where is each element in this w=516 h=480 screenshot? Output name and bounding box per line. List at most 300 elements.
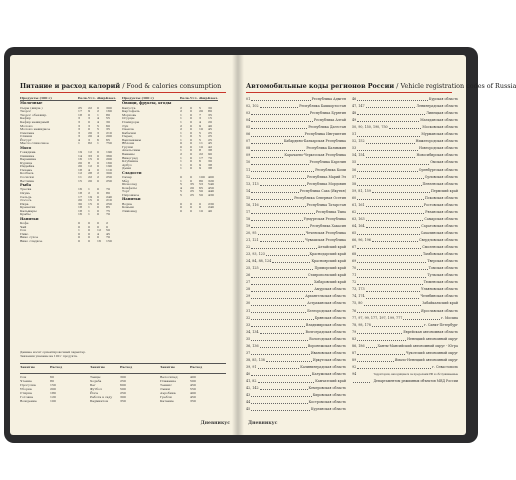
region-code-row (246, 217, 346, 222)
region-codes: 39, 91 (246, 364, 257, 369)
region-name: Территории, находящиеся за пределами РФ и обслуживаемые (373, 372, 458, 376)
food-value: 45 (106, 231, 110, 236)
leader-dots (353, 382, 370, 383)
food-value: 1 (180, 155, 182, 160)
leader-dots (266, 361, 312, 362)
region-code-row (352, 224, 458, 229)
food-value: 1 (88, 187, 90, 192)
leader-dots (266, 255, 309, 256)
food-value: 0 (190, 120, 192, 124)
region-name: Брянская область (314, 315, 346, 320)
region-codes: 37 (246, 350, 251, 355)
column-label-value: Белк. (180, 96, 191, 100)
food-value: 0 (190, 134, 192, 139)
food-value: 22 (88, 175, 92, 179)
food-value: 65 (199, 185, 203, 190)
region-codes: 24, 84, 88, 124 (246, 259, 272, 264)
food-value: 11 (78, 175, 82, 179)
region-code-row (246, 153, 346, 158)
food-value: 20 (88, 178, 92, 183)
leader-dots (251, 157, 283, 158)
food-value: 0 (88, 221, 90, 226)
leader-dots (357, 199, 424, 200)
region-code-row (246, 97, 346, 102)
region-name: Астраханская область (307, 301, 346, 306)
activity-name: Бадминтон (90, 399, 109, 403)
region-codes: 94 (352, 371, 357, 376)
region-code-row (352, 146, 458, 151)
food-value: 16 (97, 238, 101, 243)
leader-dots (357, 171, 418, 172)
food-name: Водка (122, 201, 132, 206)
region-codes: 67 (352, 245, 357, 250)
leader-dots (357, 262, 426, 263)
food-row (122, 193, 218, 197)
food-value: 0 (97, 190, 99, 195)
region-code-row (352, 273, 458, 278)
activity-name: Готовка (20, 395, 34, 399)
food-value: 4 (88, 167, 90, 172)
food-value: 4 (78, 137, 80, 142)
food-value: 2 (106, 221, 108, 226)
food-value: 11 (199, 141, 203, 146)
leader-dots (372, 241, 418, 242)
food-value: 430 (208, 192, 214, 197)
food-value: 210 (106, 130, 112, 135)
region-code-row (352, 287, 458, 292)
region-codes: 36, 136 (246, 343, 259, 348)
food-name: Картофель (122, 109, 140, 114)
leader-dots (251, 199, 293, 200)
activity-value: 250 (120, 391, 126, 395)
food-category-heading: Сладости (122, 170, 142, 175)
food-value: 0 (88, 127, 90, 132)
food-value: 0 (88, 228, 90, 233)
activity-value: 350 (120, 399, 126, 403)
food-value: 2 (180, 109, 182, 114)
region-code-row (352, 301, 458, 306)
region-code-row (352, 139, 458, 144)
food-value: 30 (208, 159, 212, 164)
region-codes: 53 (352, 146, 357, 151)
region-name: Курганская область (311, 407, 346, 412)
leader-dots (251, 178, 306, 179)
region-name: Республика Калмыкия (306, 146, 346, 151)
region-name: Волгоградская область (305, 329, 346, 334)
food-value: 0 (190, 178, 192, 183)
region-name: Иркутская область (312, 357, 346, 362)
region-code-row (352, 294, 458, 299)
leader-dots (357, 100, 428, 101)
leader-dots (357, 121, 419, 122)
food-value: 45 (208, 127, 212, 132)
food-name: Сметана (20, 130, 35, 135)
region-code-row (352, 316, 458, 321)
food-category-heading: Молочные (20, 101, 43, 106)
food-row (20, 212, 116, 216)
region-name: Республика Бурятия (309, 111, 346, 116)
food-value: 60 (106, 123, 110, 128)
food-value: 17 (78, 109, 82, 114)
food-value: 10 (199, 127, 203, 132)
food-name: Масло сливочное (20, 141, 49, 146)
region-codes: 57 (352, 174, 357, 179)
food-value: 30 (106, 120, 110, 124)
food-value: 0 (180, 144, 182, 149)
food-category-heading: Напитки (122, 197, 141, 202)
region-name: Вологодская область (309, 336, 346, 341)
leader-dots (357, 178, 424, 179)
region-name: Республика Мордовия (306, 181, 346, 186)
region-code-row (246, 210, 346, 215)
food-name: Говядина (20, 150, 36, 155)
food-value: 3 (97, 130, 99, 135)
food-name: Творог (20, 109, 32, 114)
region-code-row (246, 323, 346, 328)
region-codes: 47, 147 (352, 104, 365, 109)
region-name: Калининградская область (300, 364, 346, 369)
food-value: 1 (180, 112, 182, 117)
food-name: Кефир нежирный (20, 120, 50, 124)
column-label-value: Угл. (88, 96, 96, 100)
food-value: 210 (106, 198, 112, 203)
region-code-row (246, 330, 346, 335)
region-codes: 70 (352, 266, 357, 271)
food-value: 0 (88, 235, 90, 240)
left-subtitle-text: / Food & calories consumption (122, 82, 222, 90)
region-code-row (352, 189, 458, 194)
region-codes: 07 (246, 139, 251, 144)
food-value: 10 (199, 208, 203, 213)
food-value: 240 (106, 194, 112, 199)
food-value: 4 (97, 231, 99, 236)
food-value: 20 (78, 164, 82, 169)
food-value: 20 (208, 120, 212, 124)
food-value: 5 (180, 182, 182, 187)
food-value: 0 (88, 224, 90, 229)
activity-value: 80 (50, 379, 54, 383)
region-codes: 77, 97, 99, 177, 197, 199, 777 (352, 315, 403, 320)
food-value: 1 (180, 178, 182, 183)
food-name: Окунь (20, 190, 31, 195)
food-value: 0 (88, 120, 90, 124)
leader-dots (251, 291, 313, 292)
region-code-row (246, 316, 346, 321)
region-code-row (352, 266, 458, 271)
food-value: 15 (78, 178, 82, 183)
region-name: Новгородская область (418, 146, 458, 151)
region-name: Удмуртская Республика (303, 216, 346, 221)
region-codes: 11 (246, 167, 251, 172)
food-value: 230 (208, 201, 214, 206)
region-code-row (352, 153, 458, 158)
column-label-product: Продукты (100 г) (122, 96, 154, 100)
food-value: 440 (208, 189, 214, 194)
food-value: 1 (180, 120, 182, 124)
food-value: 0 (97, 198, 99, 203)
food-value: 2 (97, 171, 99, 176)
region-codes: 12 (246, 174, 251, 179)
region-codes: 18 (246, 216, 251, 221)
region-code-row (246, 273, 346, 278)
food-value: 0 (180, 141, 182, 146)
food-value: 28 (88, 171, 92, 176)
activity-value: 60 (50, 375, 54, 379)
region-name: Владимирская область (305, 322, 346, 327)
leader-dots (251, 403, 307, 404)
food-value: 0 (97, 212, 99, 217)
region-codes: 65 (352, 230, 357, 235)
region-code-row (246, 301, 346, 306)
food-name: Чай (20, 224, 27, 229)
region-code-row (352, 323, 458, 328)
food-value: 22 (88, 105, 92, 110)
region-code-row (246, 160, 346, 165)
food-value: 80 (208, 109, 212, 114)
region-codes: 43 (246, 393, 251, 398)
food-value: 3 (78, 120, 80, 124)
column-label-value: Ккал. (208, 96, 219, 100)
spine-gutter (232, 55, 244, 435)
region-codes: 20, 95 (246, 230, 257, 235)
food-name: Морковь (122, 112, 137, 117)
region-name: Департаментом режимных объектов МВД России (373, 379, 458, 383)
region-code-row (352, 231, 458, 236)
region-code-row (246, 196, 346, 201)
activity-value: 550 (190, 387, 196, 391)
food-value: 0 (180, 205, 182, 210)
region-code-row (352, 97, 458, 102)
region-name: Ямало-Ненецкий автономный округ (394, 357, 458, 362)
region-codes: 54, 154 (352, 153, 365, 158)
food-value: 0 (199, 205, 201, 210)
food-value: 90 (208, 151, 212, 156)
leader-dots (260, 206, 306, 207)
food-value: 35 (190, 182, 194, 187)
food-value: 0 (190, 162, 192, 167)
leader-dots (366, 157, 416, 158)
activity-value: 450 (190, 383, 196, 387)
region-name: Республика Татарстан (306, 202, 346, 207)
food-value: 15 (88, 201, 92, 206)
region-code-row (246, 125, 346, 130)
food-name: Дыня (122, 166, 131, 171)
right-title-rule (246, 92, 452, 93)
food-value: 5 (199, 134, 201, 139)
region-codes: 04 (246, 118, 251, 123)
region-name: Челябинская область (420, 294, 458, 299)
region-code-row (352, 365, 458, 370)
food-value: 12 (88, 150, 92, 155)
region-name: Республика Адыгея (311, 97, 346, 101)
region-name: Алтайский край (317, 245, 346, 250)
food-value: 4 (180, 185, 182, 190)
food-value: 2 (97, 175, 99, 179)
food-value: 12 (97, 228, 101, 233)
food-value: 18 (78, 112, 82, 117)
activity-name: Ходьба (90, 379, 102, 383)
leader-dots (251, 128, 307, 129)
region-name: Красноярский край (311, 259, 346, 264)
region-code-row (352, 252, 458, 257)
food-value: 250 (106, 175, 112, 179)
region-name: Чукотский автономный округ (406, 350, 458, 355)
leader-dots (366, 298, 420, 299)
food-value: 0 (97, 187, 99, 192)
food-name: Кофе (20, 221, 29, 226)
region-codes: 46 (352, 97, 357, 101)
leader-dots (251, 326, 305, 327)
region-name: Свердловская область (419, 238, 458, 242)
region-code-row (246, 309, 346, 314)
food-value: 40 (208, 208, 212, 213)
leader-dots (251, 114, 309, 115)
food-row (20, 141, 116, 145)
food-value: 0 (190, 127, 192, 132)
food-value: 0 (180, 201, 182, 206)
food-value: 1 (180, 116, 182, 121)
region-name: Республика Дагестан (308, 125, 346, 130)
food-name: Сливки (20, 134, 33, 139)
leader-dots (251, 248, 317, 249)
activity-name: Уборка (20, 387, 32, 391)
leader-dots (357, 136, 420, 137)
food-value: 1 (180, 159, 182, 164)
food-value: 1 (88, 208, 90, 213)
food-value: 25 (78, 105, 82, 110)
food-value: 3 (78, 130, 80, 135)
region-code-row (352, 175, 458, 180)
activity-value: 120 (50, 395, 56, 399)
food-name: Лосось (20, 198, 32, 203)
region-codes: 02, 102 (246, 104, 259, 109)
food-value: 3 (88, 123, 90, 128)
food-value: 0 (88, 238, 90, 243)
activity-name: Работа в саду (90, 395, 113, 399)
region-code-row (352, 351, 458, 356)
food-value: 3 (78, 127, 80, 132)
food-value: 2 (180, 105, 182, 110)
region-name: Еврейская автономная область (403, 329, 458, 334)
food-value: 540 (208, 182, 214, 187)
leader-dots (357, 269, 428, 270)
food-value: 1 (88, 212, 90, 217)
leader-dots (260, 185, 306, 186)
region-codes: 56 (352, 167, 357, 172)
region-name: Чеченская Республика (305, 230, 346, 235)
food-value: 0 (88, 231, 90, 236)
food-name: Кефир (20, 116, 31, 121)
food-name: Лимонад (122, 208, 137, 213)
region-name: г. Москва (441, 315, 458, 320)
activity-name: Прогулка (20, 383, 36, 387)
food-value: 160 (106, 160, 112, 165)
region-codes: 71 (352, 273, 357, 278)
region-codes: 66, 96, 196 (352, 238, 371, 242)
column-label-value: Жир. (199, 96, 209, 100)
leader-dots (251, 312, 306, 313)
region-name: Мурманская область (421, 132, 458, 137)
region-codes: 21, 121 (246, 238, 259, 242)
food-value: 150 (106, 238, 112, 243)
food-name: Яблоки (122, 141, 135, 146)
region-code-row (246, 132, 346, 137)
leader-dots (251, 354, 310, 355)
food-value: 0 (97, 167, 99, 172)
food-name: Вино сладкое (20, 238, 43, 243)
food-value: 38 (208, 148, 212, 153)
food-value: 70 (106, 212, 110, 217)
food-value: 70 (106, 187, 110, 192)
region-code-row (246, 358, 346, 363)
leader-dots (260, 241, 305, 242)
food-name: Пиво (20, 231, 29, 236)
food-value: 0 (97, 194, 99, 199)
region-codes: 63, 163 (352, 216, 365, 221)
region-name: Ханты-Мансийский автономный округ - Югра (377, 343, 458, 348)
region-code-row (352, 337, 458, 342)
leader-dots (258, 234, 305, 235)
leader-dots (366, 143, 415, 144)
region-name: Тюменская область (423, 280, 458, 285)
region-code-row (352, 182, 458, 187)
region-name: Чувашская Республика (305, 238, 346, 242)
activity-value: 180 (50, 391, 56, 395)
food-value: 19 (88, 194, 92, 199)
region-name: Республика Карелия (309, 160, 346, 165)
food-value: 0 (190, 151, 192, 156)
region-name: Оренбургская область (418, 167, 458, 172)
region-name: Пензенская область (422, 181, 458, 186)
region-codes: 23, 93, 123 (246, 252, 265, 257)
region-code-row (246, 287, 346, 292)
region-codes: 27 (246, 280, 251, 285)
region-code-row (246, 386, 346, 391)
food-name: Коньяк (122, 205, 134, 210)
region-code-row (352, 372, 458, 377)
region-name: Республика Северная Осетия (294, 195, 346, 200)
activity-name: Йога (90, 391, 99, 395)
activity-header-rule (20, 373, 226, 374)
food-value: 450 (208, 185, 214, 190)
food-value: 0 (190, 208, 192, 213)
food-name: Клубника (122, 159, 138, 164)
region-codes: 30 (246, 301, 251, 306)
region-codes: 16, 116 (246, 202, 259, 207)
food-value: 4 (97, 116, 99, 121)
food-name: Сыры (жирн.) (20, 105, 43, 110)
food-value: 1 (180, 134, 182, 139)
food-value: 15 (208, 116, 212, 121)
region-name: Воронежская область (307, 343, 346, 348)
leader-dots (357, 248, 421, 249)
leader-dots (251, 298, 304, 299)
food-value: 16 (78, 157, 82, 162)
food-name: Торт (122, 189, 130, 194)
food-value: 6 (97, 137, 99, 142)
food-value: 0 (190, 175, 192, 179)
food-value: 12 (78, 171, 82, 176)
column-label-product: Продукты (100 г) (20, 96, 52, 100)
food-value: 0 (190, 112, 192, 117)
activity-value: 250 (120, 379, 126, 383)
activity-name: Катание (160, 399, 174, 403)
food-value: 0 (78, 231, 80, 236)
activity-value: 400 (190, 391, 196, 395)
footnote-line: Значения указаны на 100 г продукта. (20, 354, 78, 358)
region-code-row (246, 379, 346, 384)
food-value: 30 (78, 201, 82, 206)
